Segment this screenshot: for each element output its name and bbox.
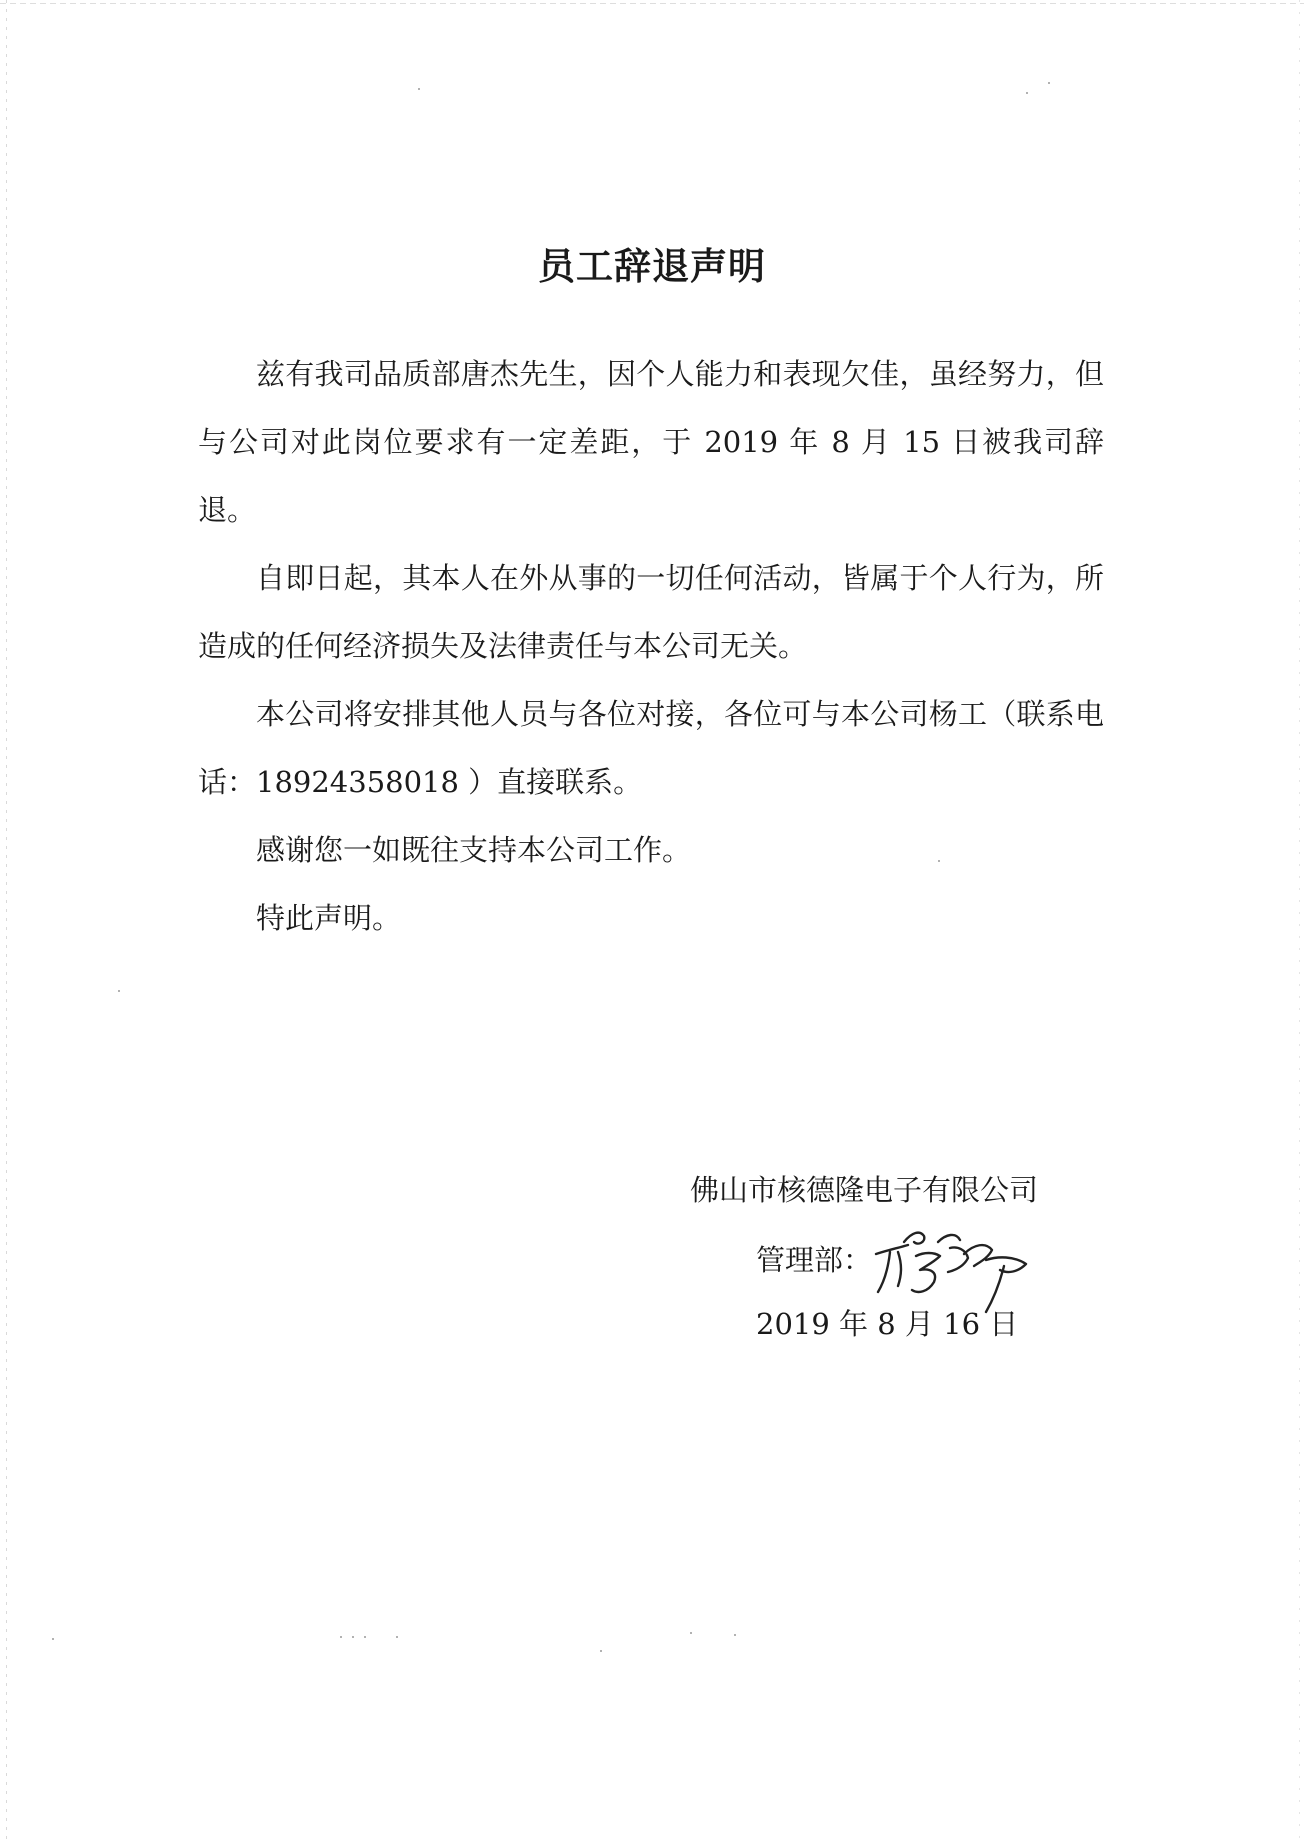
scan-speck xyxy=(690,1632,692,1634)
signoff-date: 2019 年 8 月 16 日 xyxy=(756,1307,1019,1341)
paragraph-dismissal: 兹有我司品质部唐杰先生，因个人能力和表现欠佳，虽经努力，但与公司对此岗位要求有一定差距，于 2019 年 8 月 15 日被我司辞退。 xyxy=(198,357,1104,527)
paragraph-contact: 本公司将安排其他人员与各位对接，各位可与本公司杨工（联系电话：18924358018 ）直接联系。 xyxy=(198,697,1104,799)
scan-speck xyxy=(1048,82,1050,84)
scan-speck xyxy=(418,88,420,90)
company-name: 佛山市核德隆电子有限公司 xyxy=(690,1173,1039,1207)
department-label: 管理部： xyxy=(756,1243,873,1277)
scan-edge-top xyxy=(0,3,1304,4)
handwritten-signature-icon xyxy=(868,1212,1038,1322)
scan-speck xyxy=(600,1650,602,1652)
scan-speck xyxy=(734,1634,736,1636)
paragraph-thanks: 感谢您一如既往支持本公司工作。 xyxy=(256,833,692,867)
document-title: 员工辞退声明 xyxy=(538,244,766,288)
scan-speck xyxy=(52,1638,54,1640)
scan-speck xyxy=(340,1636,342,1638)
scan-speck xyxy=(364,1636,366,1638)
paragraph-closing: 特此声明。 xyxy=(256,901,402,935)
document-body xyxy=(198,340,1104,952)
scan-speck xyxy=(118,990,120,992)
scan-speck xyxy=(396,1636,398,1638)
scan-speck xyxy=(352,1636,354,1638)
scan-speck xyxy=(938,860,940,862)
paragraph-liability: 自即日起，其本人在外从事的一切任何活动，皆属于个人行为，所造成的任何经济损失及法律责任与本公司无关。 xyxy=(198,561,1104,663)
scan-speck xyxy=(1026,92,1028,94)
